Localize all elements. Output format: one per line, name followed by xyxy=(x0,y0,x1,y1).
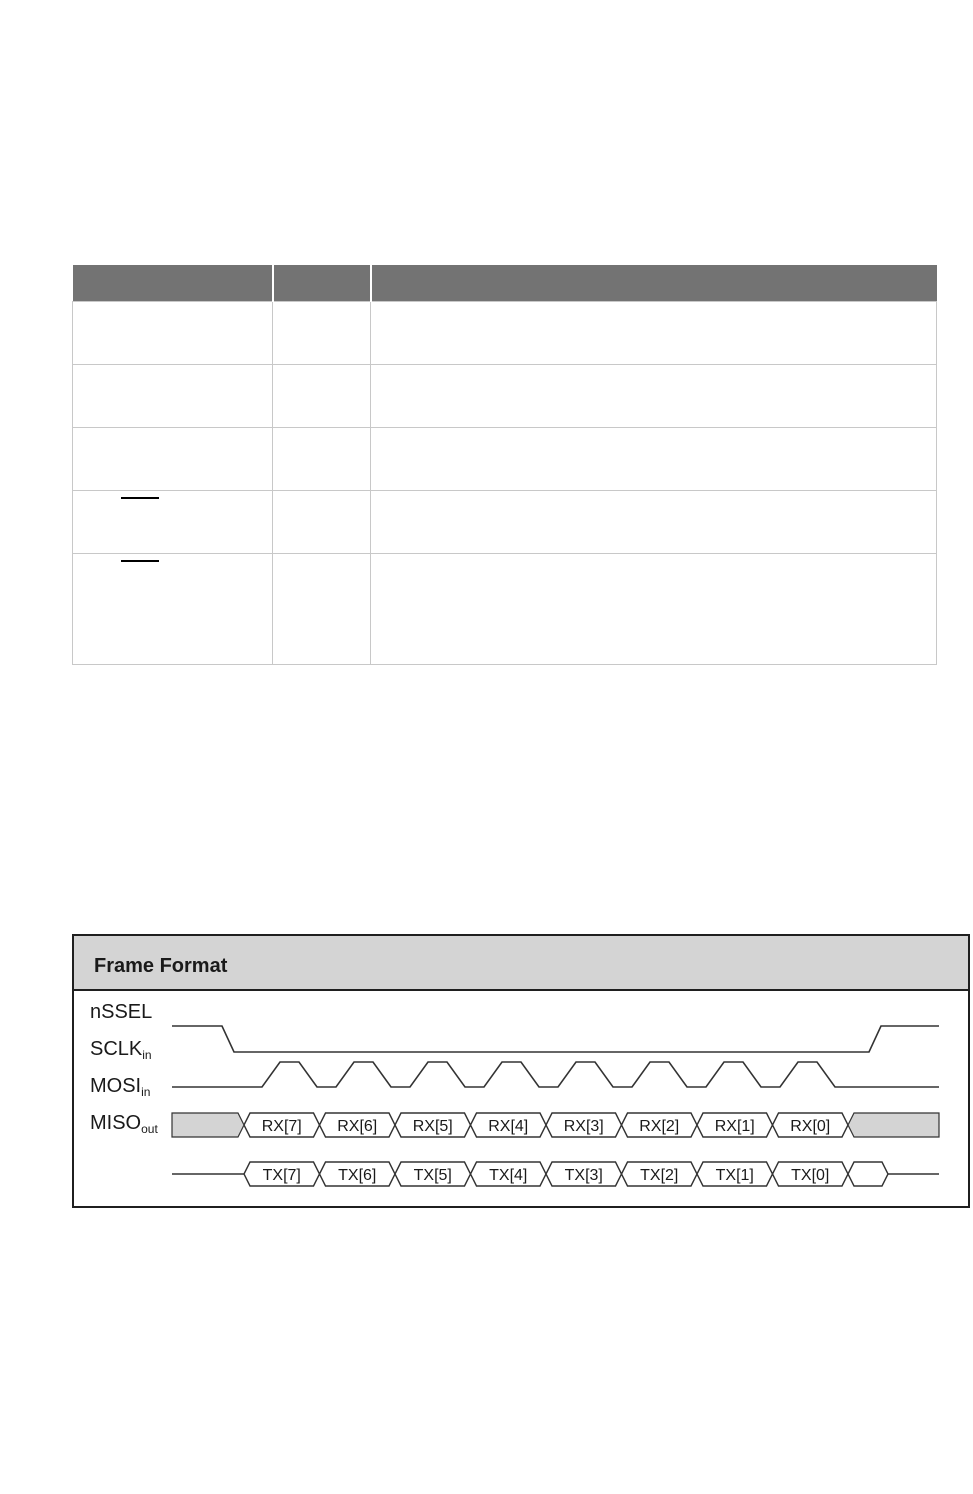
table-cell xyxy=(273,491,371,554)
miso-bit-label: TX[6] xyxy=(338,1167,377,1184)
signal-label-miso: $MISO_{out}$ xyxy=(90,1112,158,1136)
miso-bit-label: TX[3] xyxy=(564,1167,603,1184)
sclk-waveform xyxy=(172,1062,939,1087)
mosi-bit-label: RX[6] xyxy=(337,1118,378,1135)
table-cell xyxy=(371,554,937,665)
signal-label-nssel: nSSEL xyxy=(90,1001,153,1023)
miso-bit-label: TX[2] xyxy=(640,1167,679,1184)
mosi-bit-label: RX[7] xyxy=(261,1118,302,1135)
signal-label-mosi: $MOSI_{in}$ xyxy=(90,1075,151,1099)
mosi-idle-start xyxy=(172,1113,244,1137)
timing-waveforms xyxy=(74,936,968,1206)
table-header-cell xyxy=(273,265,371,302)
table-cell xyxy=(273,554,371,665)
overbar-signal-cell xyxy=(73,491,273,554)
nssel-waveform xyxy=(172,1026,939,1052)
mosi-bit-label: RX[2] xyxy=(639,1118,680,1135)
table-header-row xyxy=(73,265,937,302)
table-row xyxy=(73,491,937,554)
table-cell xyxy=(371,302,937,365)
table-cell xyxy=(73,365,273,428)
diagram-title: Frame Format xyxy=(94,955,228,977)
table-header-cell xyxy=(371,265,937,302)
table-row xyxy=(73,302,937,365)
miso-bit-label: TX[5] xyxy=(413,1167,452,1184)
miso-bit-label: TX[7] xyxy=(262,1167,301,1184)
mosi-bit-label: RX[5] xyxy=(412,1118,453,1135)
table-cell xyxy=(273,428,371,491)
table-cell xyxy=(273,365,371,428)
table-row xyxy=(73,428,937,491)
mosi-bit-label: RX[1] xyxy=(714,1118,755,1135)
table-cell xyxy=(371,491,937,554)
table-row xyxy=(73,554,937,665)
overbar-signal-cell xyxy=(73,554,273,665)
table-cell xyxy=(73,428,273,491)
table-cell xyxy=(73,302,273,365)
miso-bit-label: TX[1] xyxy=(715,1167,754,1184)
table-row xyxy=(73,365,937,428)
mosi-idle-end xyxy=(848,1113,939,1137)
signal-label-sclk: $SCLK_{in}$ xyxy=(90,1038,152,1062)
miso-bit-label: TX[0] xyxy=(791,1167,830,1184)
miso-trailing-cell xyxy=(848,1162,888,1186)
mosi-bit-label: RX[3] xyxy=(563,1118,604,1135)
frame-format-diagram xyxy=(72,934,970,1208)
signal-table xyxy=(72,265,937,665)
mosi-bit-label: RX[4] xyxy=(488,1118,529,1135)
miso-bit-label: TX[4] xyxy=(489,1167,528,1184)
table-header-cell xyxy=(73,265,273,302)
table-cell xyxy=(371,365,937,428)
mosi-bit-label: RX[0] xyxy=(790,1118,831,1135)
table-cell xyxy=(371,428,937,491)
table-cell xyxy=(273,302,371,365)
